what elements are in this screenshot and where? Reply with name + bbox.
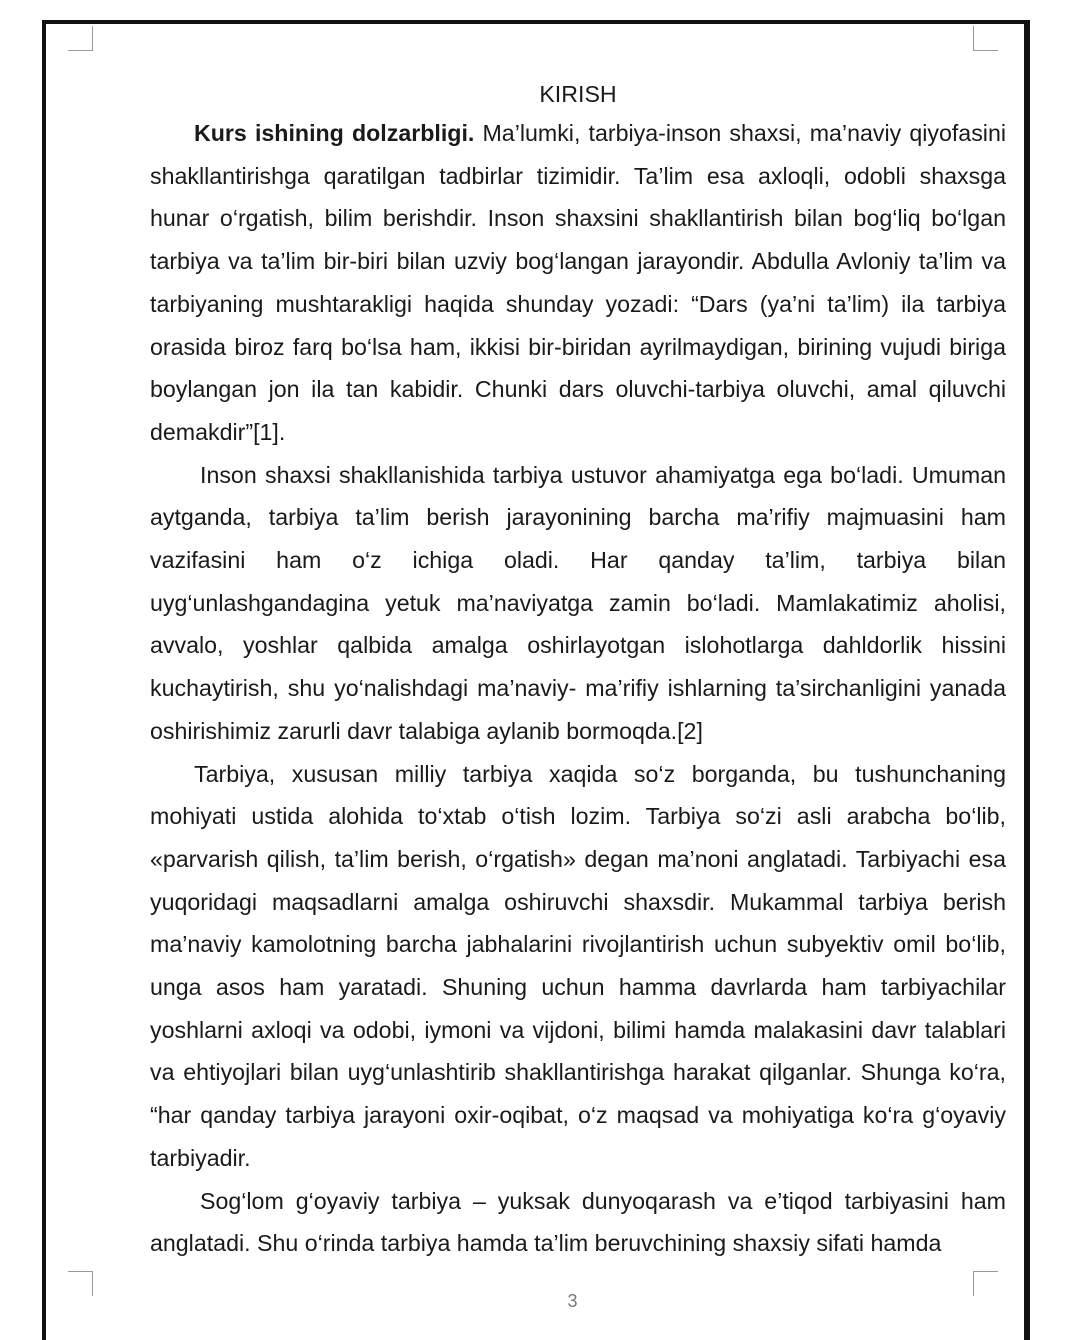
section-title: KIRISH <box>539 81 617 107</box>
page-number: 3 <box>567 1291 578 1311</box>
paragraph-1-lead: Kurs ishining dolzarbligi. <box>194 120 475 146</box>
top-right-margin-mark <box>973 26 998 51</box>
paragraph-2 <box>150 454 1006 753</box>
paragraph-3 <box>150 753 1006 1180</box>
document-body <box>150 76 1006 1265</box>
top-left-margin-mark <box>68 26 93 51</box>
paragraph-4 <box>150 1180 1006 1265</box>
paragraph-4-text: Sog‘lom g‘oyaviy tarbiya – yuksak dunyoqarash va e’tiqod tarbiyasini ham anglatadi. Shu o‘rinda tarbiya hamda ta’lim beruvchining shaxsiy sifati hamda <box>150 1187 1006 1257</box>
paragraph-2-text: Inson shaxsi shakllanishida tarbiya ustuvor ahamiyatga ega bo‘ladi. Umuman aytganda, tarbiya ta’lim berish jarayonining barcha ma’rifiy majmuasini ham vazifasini ham o‘z ichiga oladi. Har qanday ta’lim, tarbiya bilan uyg‘unlashgandagina yetuk ma’naviyatga zamin bo‘ladi. Mamlakatimiz aholisi, avvalo, yoshlar qalbida amalga oshirlayotgan islohotlarga dahldorlik hissini kuchaytirish, shu yo‘nalishdagi ma’naviy- ma’rifiy ishlarning ta’sirchanligini yanada oshirishimiz zarurli davr talabiga aylanib bormoqda.[2] <box>150 461 1006 744</box>
paragraph-3-text: Tarbiya, xususan milliy tarbiya xaqida so‘z borganda, bu tushunchaning mohiyati ustida alohida to‘xtab o‘tish lozim. Tarbiya so‘zi asli arabcha bo‘lib, «parvarish qilish, ta’lim berish, o‘rgatish» degan ma’noni anglatadi. Tarbiyachi esa yuqoridagi maqsadlarni amalga oshiruvchi shaxsdir. Mukammal tarbiya berish ma’naviy kamolotning barcha jabhalarini rivojlantirish uchun subyektiv omil bo‘lib, unga asos ham yaratadi. Shuning uchun hamma davrlarda ham tarbiyachilar yoshlarni axloqi va odobi, iymoni va vijdoni, bilimi hamda malakasini davr talablari va ehtiyojlari bilan uyg‘unlashtirib shakllantirishga harakat qilganlar. Shunga ko‘ra, “har qanday tarbiya jarayoni oxir-oqibat, o‘z maqsad va mohiyatiga ko‘ra g‘oyaviy tarbiyadir. <box>150 760 1006 1171</box>
paragraph-1-text: Ma’lumki, tarbiya-inson shaxsi, ma’naviy qiyofasini shakllantirishga qaratilgan tadbirlar tizimidir. Ta’lim esa axloqli, odobli shaxsga hunar o‘rgatish, bilim berishdir. Inson shaxsini shakllantirish bilan bog‘liq bo‘lgan tarbiya va ta’lim bir-biri bilan uzviy bog‘langan jarayondir. Abdulla Avloniy ta’lim va tarbiyaning mushtarakligi haqida shunday yozadi: “Dars (ya’ni ta’lim) ila tarbiya orasida biroz farq bo‘lsa ham, ikkisi bir-biridan ayrilmaydigan, birining vujudi biriga boylangan jon ila tan kabidir. Chunki dars oluvchi-tarbiya oluvchi, amal qiluvchi demakdir”[1]. <box>150 120 1006 445</box>
paragraph-1 <box>150 112 1006 454</box>
